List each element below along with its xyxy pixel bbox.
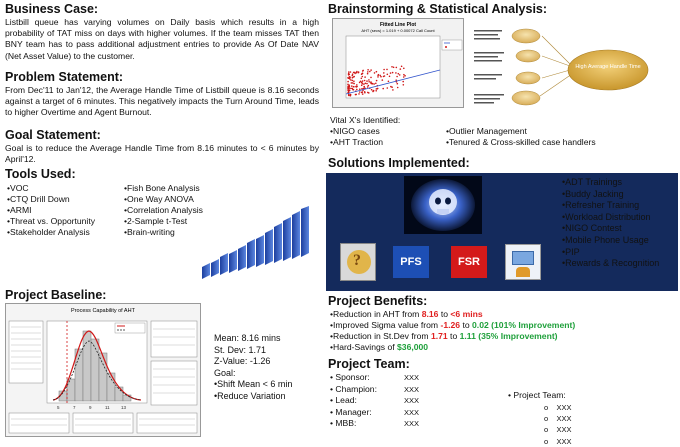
vital-xs-col-1 [330, 126, 383, 148]
baseline-goal-label: Goal: [214, 367, 236, 378]
team-role-value: XXX [404, 384, 420, 394]
scatter-point [397, 87, 399, 89]
team-members [544, 402, 572, 447]
vital-x-item: •NIGO cases [330, 126, 380, 136]
scatter-point [349, 87, 351, 89]
tool-item: •2-Sample t-Test [124, 215, 188, 226]
chart-title: Process Capability of AHT [71, 308, 135, 314]
solutions-list [562, 177, 659, 270]
scatter-point [364, 87, 366, 89]
scatter-point [402, 81, 404, 83]
solution-item: •ADT Trainings [562, 177, 623, 187]
scatter-point [403, 84, 405, 86]
svg-text:9: 9 [89, 405, 92, 410]
scatter-point [352, 77, 354, 79]
scatter-point [391, 66, 393, 68]
fitted-line-plot [332, 18, 464, 108]
fsr-icon [451, 246, 487, 278]
scatter-point [396, 76, 398, 78]
scatter-point [351, 85, 353, 87]
scatter-point [370, 69, 372, 71]
scatter-point [362, 83, 364, 85]
scatter-point [372, 91, 374, 93]
scatter-point [358, 93, 360, 95]
scatter-point [353, 83, 355, 85]
scatter-point [366, 83, 368, 85]
solution-item: •Mobile Phone Usage [562, 234, 649, 245]
tools-used-heading: Tools Used: [5, 167, 76, 181]
question-icon: ? [340, 243, 376, 281]
cause-diagram [470, 14, 678, 114]
scatter-point [404, 75, 406, 77]
tool-item: •ARMI [7, 204, 32, 215]
scatter-point [361, 73, 363, 75]
scatter-point [383, 76, 385, 78]
benefit-aht: •Reduction in AHT from 8.16 to <6 mins [330, 309, 483, 319]
scatter-point [390, 72, 392, 74]
scatter-point [377, 75, 379, 77]
team-role-value: XXX [404, 419, 420, 428]
plot-title: Fitted Line Plot [379, 22, 417, 28]
svg-text:7: 7 [73, 405, 76, 410]
solution-item: •Rewards & Recognition [562, 258, 660, 269]
scatter-point [361, 92, 363, 94]
tool-item: •Threat vs. Opportunity [7, 215, 96, 226]
scatter-point [371, 89, 373, 91]
scatter-point [364, 76, 366, 78]
scatter-point [351, 82, 353, 84]
scatter-point [352, 89, 354, 91]
tool-item: •CTQ Drill Down [7, 193, 70, 204]
scatter-point [356, 86, 358, 88]
benefit-sigma: •Improved Sigma value from -1.26 to 0.02 (101% Improvement) [330, 319, 576, 330]
svg-text:13: 13 [121, 405, 127, 410]
scatter-point [383, 72, 385, 74]
business-case-heading: Business Case: [5, 2, 99, 16]
svg-text:5: 5 [57, 405, 60, 410]
solution-item: •Workload Distribution [562, 211, 651, 222]
scatter-point [387, 74, 389, 76]
scatter-point [369, 71, 371, 73]
scatter-point [392, 89, 394, 91]
scatter-point [364, 80, 366, 82]
scatter-point [348, 71, 350, 73]
scatter-point [350, 79, 352, 81]
skull-graphic [404, 176, 482, 234]
scatter-point [395, 72, 397, 74]
scatter-point [386, 69, 388, 71]
svg-text:11: 11 [105, 405, 110, 410]
scatter-point [399, 74, 401, 76]
scatter-point [382, 88, 384, 90]
scatter-point [350, 95, 352, 97]
pfs-icon-label: PFS [400, 256, 422, 268]
scatter-point [350, 71, 352, 73]
scatter-point [350, 88, 352, 90]
scatter-point [400, 68, 402, 70]
scatter-point [352, 82, 354, 84]
scatter-point [349, 76, 351, 78]
team-role-value: XXX [404, 396, 420, 405]
team-roles [330, 372, 377, 430]
solution-item: •Buddy Jacking [562, 188, 624, 199]
scatter-point [372, 83, 374, 85]
scatter-point [361, 88, 363, 90]
scatter-point [358, 72, 360, 74]
scatter-point [353, 86, 355, 88]
scatter-point [352, 75, 354, 77]
project-team-heading: Project Team: [328, 357, 410, 371]
scatter-point [356, 84, 358, 86]
tools-col-2 [124, 183, 203, 238]
scatter-point [359, 82, 361, 84]
scatter-point [367, 69, 369, 71]
scatter-point [349, 78, 351, 80]
project-benefits-heading: Project Benefits: [328, 294, 428, 308]
scatter-point [398, 73, 400, 75]
scatter-point [375, 90, 377, 92]
tools-col-1 [7, 183, 95, 238]
scatter-point [362, 76, 364, 78]
scatter-point [347, 84, 349, 86]
scatter-point [349, 74, 351, 76]
tool-item: •Brain-writing [124, 226, 175, 237]
business-case-text: Listbill queue has varying volumes on Daily basis which results in a high probability of TAT miss on days with higher volumes. If the team misses TAT then BNY team has to pass additional adjustment entries to provide As Of Date NAV (Net Asset Value) to the customer. [5, 17, 319, 61]
benefit-stdev: •Reduction in St.Dev from 1.71 to 1.11 (35% Improvement) [330, 330, 558, 341]
team-member: o XXX [544, 436, 572, 446]
scatter-point [362, 70, 364, 72]
scatter-point [361, 78, 363, 80]
scatter-point [353, 80, 355, 82]
goal-statement-text: Goal is to reduce the Average Handle Time from 8.16 minutes to < 6 minutes by April'12. [5, 143, 319, 165]
scatter-point [354, 72, 356, 74]
scatter-point [403, 76, 405, 78]
scatter-point [356, 71, 358, 73]
scatter-point [376, 71, 378, 73]
team-role-value: XXX [404, 373, 420, 382]
scatter-point [380, 76, 382, 78]
scatter-point [368, 85, 370, 87]
team-role: • Champion: [330, 383, 377, 394]
scatter-point [403, 74, 405, 76]
goal-statement-heading: Goal Statement: [5, 128, 101, 142]
vital-xs-col-2 [446, 126, 596, 148]
team-member: o XXX [544, 403, 572, 412]
training-icon [505, 244, 541, 280]
tool-item: •Stakeholder Analysis [7, 226, 90, 237]
pfs-icon [393, 246, 429, 278]
scatter-point [362, 93, 364, 95]
scatter-point [368, 79, 370, 81]
scatter-point [362, 80, 364, 82]
baseline-stdev: St. Dev: 1.71 [214, 344, 267, 355]
scatter-point [376, 88, 378, 90]
scatter-point [363, 83, 365, 85]
scatter-point [401, 66, 403, 68]
scatter-point [388, 81, 390, 83]
scatter-point [367, 71, 369, 73]
scatter-point [377, 88, 379, 90]
baseline-zvalue: Z-Value: -1.26 [214, 356, 271, 367]
scatter-point [355, 94, 357, 96]
scatter-point [361, 85, 363, 87]
vital-x-item: •Tenured & Cross-skilled case handlers [446, 136, 596, 147]
benefits-list [330, 309, 575, 353]
team-role: • Lead: [330, 395, 357, 405]
scatter-point [352, 73, 354, 75]
scatter-point [365, 83, 367, 85]
team-role: • Manager: [330, 406, 372, 417]
scatter-point [356, 89, 358, 91]
baseline-goal-1: •Shift Mean < 6 min [214, 379, 293, 390]
solution-item: •NIGO Contest [562, 223, 622, 234]
baseline-stats [214, 333, 292, 403]
scatter-point [364, 91, 366, 93]
problem-statement-text: From Dec'11 to Jan'12, the Average Handle Time of Listbill queue is 8.16 seconds against a target of 6 minutes. This negatively impacts the Turn Around Time, leads to higher Overtime and Agent Burnout. [5, 85, 319, 118]
scatter-point [359, 91, 361, 93]
scatter-point [370, 77, 372, 79]
scatter-point [376, 80, 378, 82]
vital-xs-heading: Vital X's Identified: [330, 115, 401, 125]
scatter-point [387, 87, 389, 89]
scatter-point [393, 67, 395, 69]
scatter-point [389, 76, 391, 78]
rising-bars-graphic [200, 205, 320, 285]
scatter-point [367, 73, 369, 75]
tool-item: •One Way ANOVA [124, 193, 194, 204]
project-baseline-heading: Project Baseline: [5, 288, 107, 302]
scatter-point [367, 86, 369, 88]
plot-subtitle: AHT (secs) = 1.019 + 0.00072 Call Count [361, 28, 435, 33]
benefit-savings: •Hard-Savings of $36,000 [330, 341, 429, 352]
solution-item: •PIP [562, 246, 580, 257]
solution-item: •Refresher Training [562, 200, 640, 211]
vital-x-item: •AHT Traction [330, 136, 383, 147]
baseline-mean: Mean: 8.16 mins [214, 333, 281, 343]
scatter-point [396, 67, 398, 69]
scatter-point [374, 72, 376, 74]
brainstorming-heading: Brainstorming & Statistical Analysis: [328, 2, 548, 16]
vital-x-item: •Outlier Management [446, 126, 527, 136]
scatter-point [347, 81, 349, 83]
scatter-point [392, 72, 394, 74]
team-member: o XXX [544, 425, 572, 435]
scatter-point [370, 81, 372, 83]
problem-statement-heading: Problem Statement: [5, 70, 124, 84]
project-team-label: • Project Team: [508, 390, 566, 400]
scatter-point [375, 83, 377, 85]
team-role: • Sponsor: [330, 372, 370, 382]
team-role-values [404, 372, 419, 430]
fsr-icon-label: FSR [458, 256, 480, 268]
scatter-point [352, 80, 354, 82]
scatter-point [347, 88, 349, 90]
team-role: • MBB: [330, 418, 357, 428]
scatter-point [347, 89, 349, 91]
scatter-point [403, 68, 405, 70]
tool-item: •Fish Bone Analysis [124, 183, 200, 193]
solutions-heading: Solutions Implemented: [328, 156, 470, 170]
scatter-point [377, 76, 379, 78]
scatter-point [382, 79, 384, 81]
scatter-point [367, 92, 369, 94]
team-member: o XXX [544, 414, 572, 424]
team-role-value: XXX [404, 407, 420, 417]
scatter-point [363, 86, 365, 88]
scatter-point [383, 69, 385, 71]
scatter-point [368, 81, 370, 83]
scatter-point [397, 83, 399, 85]
baseline-goal-2: •Reduce Variation [214, 390, 286, 401]
process-capability-chart [5, 303, 201, 437]
center-node-label: High Average Handle Time [575, 64, 641, 70]
scatter-point [390, 86, 392, 88]
scatter-point [373, 83, 375, 85]
tool-item: •VOC [7, 183, 29, 193]
scatter-point [366, 80, 368, 82]
tool-item: •Correlation Analysis [124, 204, 203, 215]
scatter-point [359, 88, 361, 90]
